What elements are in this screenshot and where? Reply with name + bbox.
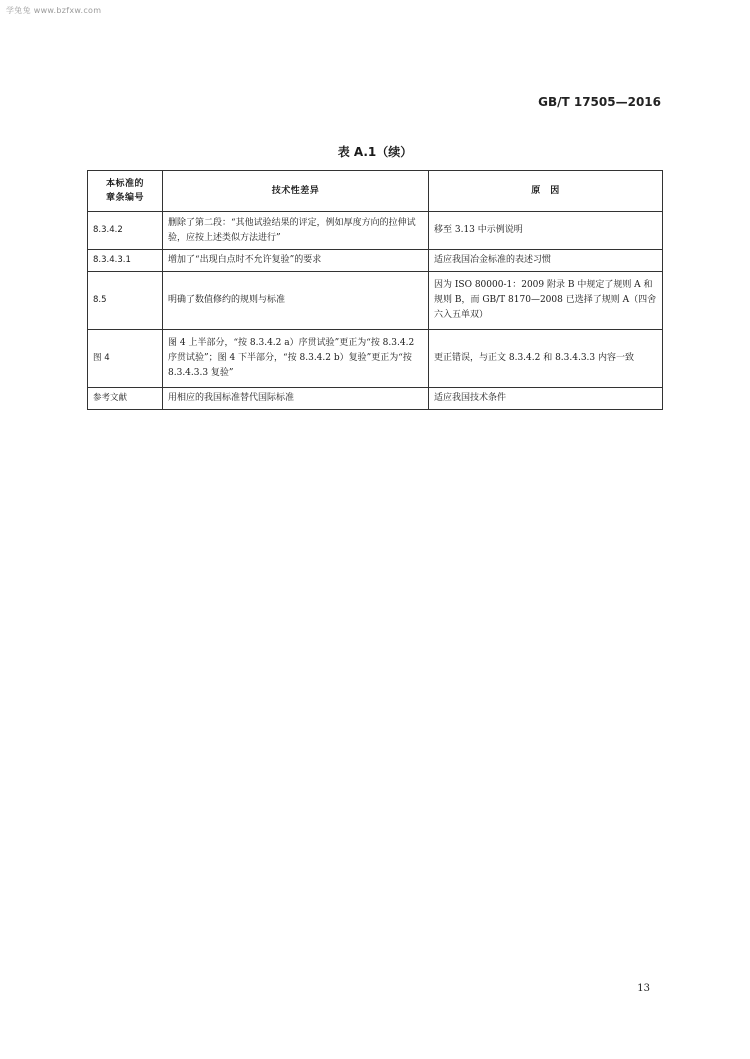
table-row bbox=[88, 250, 663, 272]
row-reason-cell: 因为 ISO 80000-1：2009 附录 B 中规定了规则 A 和规则 B，而 GB/T 8170—2008 已选择了规则 A（四舍六入五单双） bbox=[429, 272, 663, 330]
header-clause-number bbox=[88, 171, 163, 212]
table-row bbox=[88, 212, 663, 250]
standard-code: GB/T 17505—2016 bbox=[538, 95, 661, 109]
table-header bbox=[88, 171, 663, 212]
row-reason-cell: 适应我国技术条件 bbox=[429, 388, 663, 410]
row-reason-cell: 移至 3.13 中示例说明 bbox=[429, 212, 663, 250]
row-clause-cell: 8.5 bbox=[88, 272, 163, 330]
table-body bbox=[88, 212, 663, 410]
row-clause-cell: 参考文献 bbox=[88, 388, 163, 410]
row-difference-cell: 明确了数值修约的规则与标准 bbox=[163, 272, 429, 330]
table-row bbox=[88, 272, 663, 330]
header-clause-line2: 章条编号 bbox=[105, 193, 144, 203]
row-clause-cell: 8.3.4.2 bbox=[88, 212, 163, 250]
watermark-text: 学兔兔 www.bzfxw.com bbox=[6, 6, 102, 15]
row-reason-cell: 适应我国冶金标准的表述习惯 bbox=[429, 250, 663, 272]
page-number: 13 bbox=[637, 983, 650, 994]
table-row bbox=[88, 388, 663, 410]
technical-differences-table bbox=[87, 170, 663, 410]
header-reason: 原 因 bbox=[429, 171, 663, 212]
row-reason-cell: 更正错误，与正文 8.3.4.2 和 8.3.4.3.3 内容一致 bbox=[429, 330, 663, 388]
row-clause-cell: 8.3.4.3.1 bbox=[88, 250, 163, 272]
table-row bbox=[88, 330, 663, 388]
table-header-row bbox=[88, 171, 663, 212]
header-technical-difference: 技术性差异 bbox=[163, 171, 429, 212]
row-difference-cell: 图 4 上半部分，“按 8.3.4.2 a）序贯试验”更正为“按 8.3.4.2 序贯试验”；图 4 下半部分，“按 8.3.4.2 b）复验”更正为“按 8.3.4.3.3 复验” bbox=[163, 330, 429, 388]
row-difference-cell: 增加了“出现白点时不允许复验”的要求 bbox=[163, 250, 429, 272]
row-difference-cell: 删除了第二段：“其他试验结果的评定，例如厚度方向的拉伸试验，应按上述类似方法进行” bbox=[163, 212, 429, 250]
table-title: 表 A.1（续） bbox=[337, 145, 413, 159]
row-difference-cell: 用相应的我国标准替代国际标准 bbox=[163, 388, 429, 410]
header-clause-line1: 本标准的 bbox=[105, 179, 144, 189]
row-clause-cell: 图 4 bbox=[88, 330, 163, 388]
